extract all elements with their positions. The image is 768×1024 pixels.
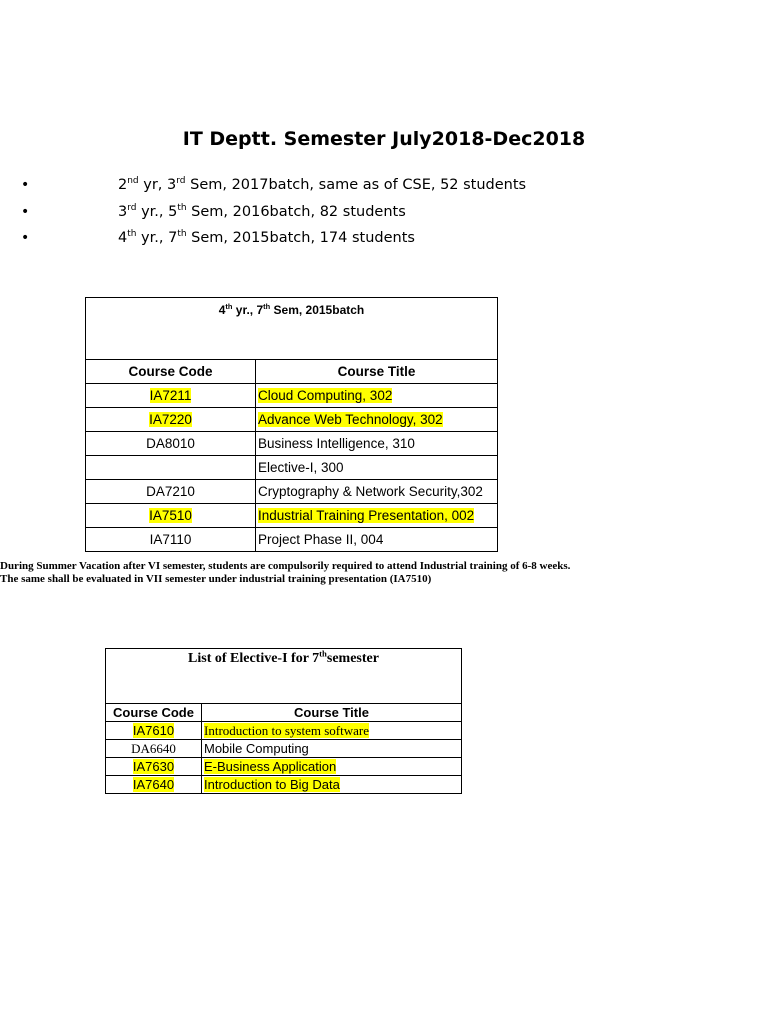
- table-row: [86, 432, 498, 456]
- course-title-cell: Project Phase II, 004: [256, 528, 498, 552]
- batch-text: 3rd yr., 5th Sem, 2016batch, 82 students: [118, 202, 406, 220]
- course-title-cell: Introduction to system software: [202, 722, 462, 740]
- table-header-row: [106, 704, 462, 722]
- table-row: [106, 740, 462, 758]
- column-header-code: Course Code: [106, 704, 202, 722]
- batch-text: 2nd yr, 3rd Sem, 2017batch, same as of CSE, 52 students: [118, 176, 527, 193]
- course-title-cell: Introduction to Big Data: [202, 776, 462, 794]
- course-title-cell: Elective-I, 300: [256, 456, 498, 480]
- column-header-title: Course Title: [256, 360, 498, 384]
- course-title-cell: Industrial Training Presentation, 002: [256, 504, 498, 528]
- course-code-cell: IA7510: [86, 504, 256, 528]
- course-code-cell: IA7110: [86, 528, 256, 552]
- course-table-caption: 4th yr., 7th Sem, 2015batch: [86, 298, 498, 360]
- table-row: [106, 776, 462, 794]
- course-title-cell: Cryptography & Network Security,302: [256, 480, 498, 504]
- course-title-cell: Mobile Computing: [202, 740, 462, 758]
- column-header-code: Course Code: [86, 360, 256, 384]
- bullet-icon: •: [21, 230, 30, 246]
- table-caption-row: [106, 649, 462, 704]
- course-code-cell: IA7640: [106, 776, 202, 794]
- table-row: [86, 384, 498, 408]
- note-line-1: During Summer Vacation after VI semester, students are compulsorily required to attend Industrial training of 6-8 weeks.: [0, 560, 571, 572]
- document-title: IT Deptt. Semester July2018-Dec2018: [182, 128, 586, 150]
- course-title-cell: Advance Web Technology, 302: [256, 408, 498, 432]
- course-code-cell: IA7610: [106, 722, 202, 740]
- training-note: [0, 560, 768, 586]
- table-row: [86, 528, 498, 552]
- course-code-cell: DA8010: [86, 432, 256, 456]
- table-row: [86, 408, 498, 432]
- table-caption-row: [86, 298, 498, 360]
- course-table: [85, 297, 498, 552]
- course-title-cell: Business Intelligence, 310: [256, 432, 498, 456]
- table-header-row: [86, 360, 498, 384]
- table-row: [86, 504, 498, 528]
- course-code-cell: [86, 456, 256, 480]
- column-header-title: Course Title: [202, 704, 462, 722]
- course-title-cell: Cloud Computing, 302: [256, 384, 498, 408]
- elective-table-caption: List of Elective-I for 7thsemester: [106, 649, 462, 704]
- course-code-cell: IA7211: [86, 384, 256, 408]
- bullet-icon: •: [21, 203, 30, 220]
- note-line-2: The same shall be evaluated in VII semester under industrial training presentation (IA7510): [0, 573, 432, 585]
- course-code-cell: DA7210: [86, 480, 256, 504]
- course-code-cell: IA7220: [86, 408, 256, 432]
- course-title-cell: E-Business Application: [202, 758, 462, 776]
- table-row: [106, 722, 462, 740]
- table-row: [86, 456, 498, 480]
- course-code-cell: IA7630: [106, 758, 202, 776]
- course-code-cell: DA6640: [106, 740, 202, 758]
- bullet-icon: •: [21, 177, 30, 193]
- batch-text: 4th yr., 7th Sem, 2015batch, 174 students: [118, 229, 415, 246]
- elective-table: [105, 648, 462, 794]
- table-row: [86, 480, 498, 504]
- table-row: [106, 758, 462, 776]
